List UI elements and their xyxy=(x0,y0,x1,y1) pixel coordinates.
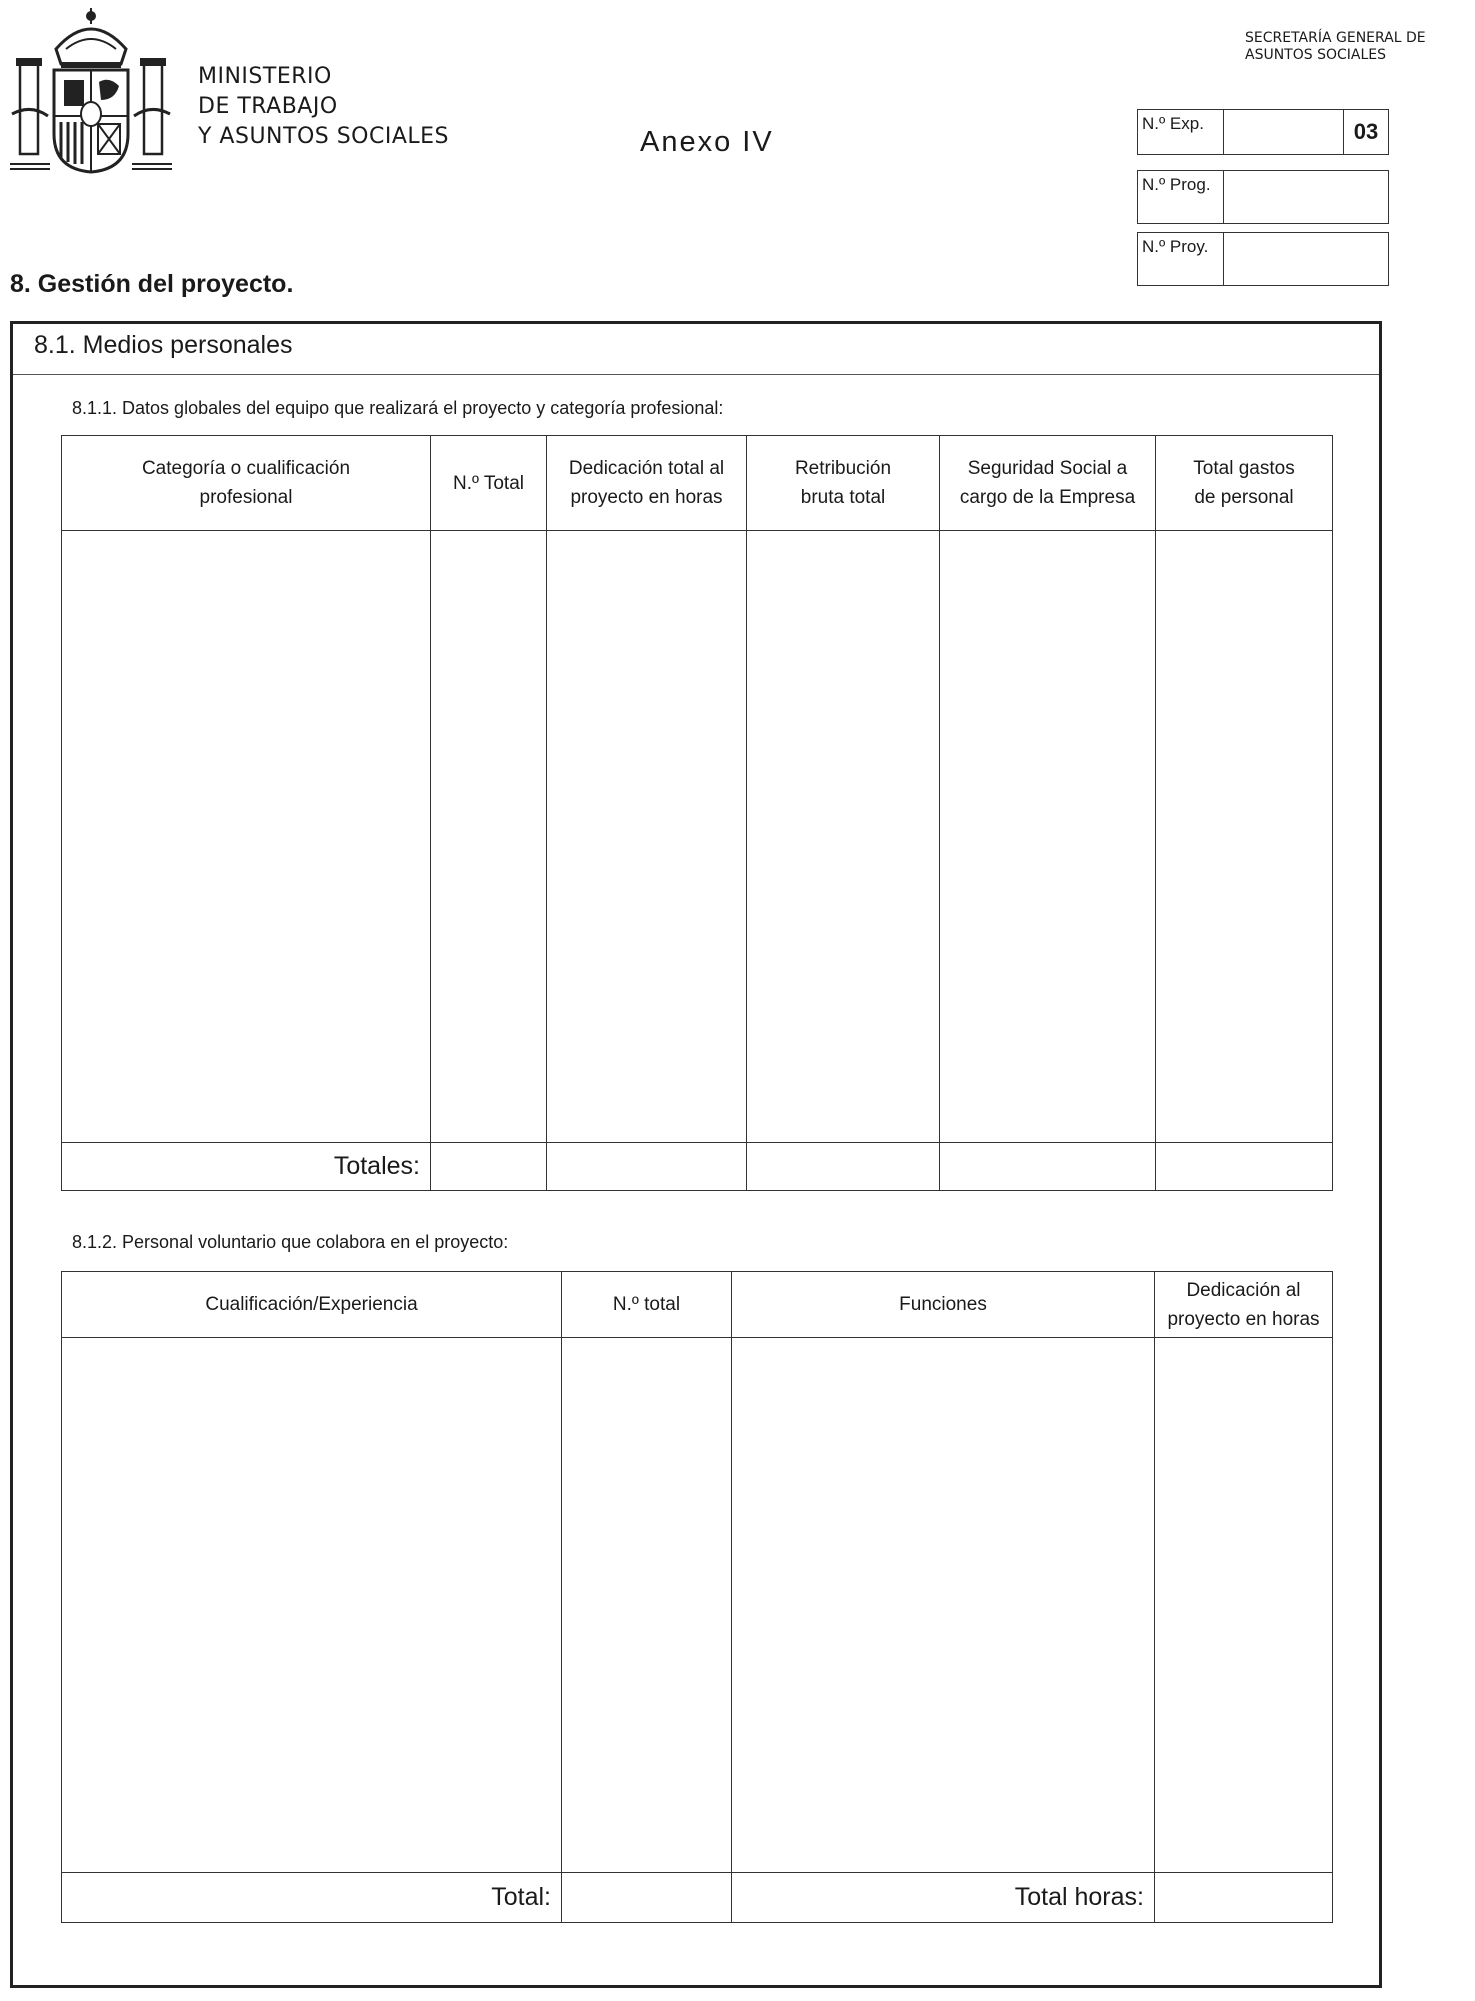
total-number-sum[interactable] xyxy=(431,1143,547,1191)
col-header-total-staff-costs: Total gastos de personal xyxy=(1156,436,1333,531)
qualification-cell[interactable] xyxy=(62,1338,562,1873)
totals-row xyxy=(62,1873,1333,1923)
col-header-functions: Funciones xyxy=(732,1272,1155,1338)
ministry-line: DE TRABAJO xyxy=(198,94,338,119)
volunteer-total-cell[interactable] xyxy=(562,1338,732,1873)
annex-title: Anexo IV xyxy=(640,126,774,158)
gross-pay-sum[interactable] xyxy=(747,1143,940,1191)
prog-number-label: N.º Prog. xyxy=(1138,171,1224,223)
volunteer-hours-sum[interactable] xyxy=(1155,1873,1333,1923)
table2-caption: 8.1.2. Personal voluntario que colabora en el proyecto: xyxy=(72,1232,509,1252)
gross-pay-cell[interactable] xyxy=(747,531,940,1143)
col-header-category: Categoría o cualificación profesional xyxy=(62,436,431,531)
coat-of-arms-icon xyxy=(6,4,176,174)
volunteer-staff-table xyxy=(61,1271,1333,1923)
col-header-total: N.º total xyxy=(562,1272,732,1338)
col-header-dedication-hours: Dedicación total al proyecto en horas xyxy=(547,436,747,531)
staff-costs-table xyxy=(61,435,1333,1191)
volunteer-total-sum[interactable] xyxy=(562,1873,732,1923)
functions-cell[interactable] xyxy=(732,1338,1155,1873)
total-hours-label: Total horas: xyxy=(732,1873,1155,1923)
exp-number-field[interactable] xyxy=(1224,110,1388,154)
col-header-hours: Dedicación al proyecto en horas xyxy=(1155,1272,1333,1338)
subsection-title: 8.1. Medios personales xyxy=(34,331,293,359)
totals-label: Totales: xyxy=(62,1143,431,1191)
secretaria-line: ASUNTOS SOCIALES xyxy=(1245,47,1387,63)
ministry-line: MINISTERIO xyxy=(198,64,332,89)
total-number-cell[interactable] xyxy=(431,531,547,1143)
proy-number-label: N.º Proy. xyxy=(1138,233,1224,285)
volunteer-hours-cell[interactable] xyxy=(1155,1338,1333,1873)
exp-number-label: N.º Exp. xyxy=(1138,110,1224,154)
staff-costs-cell[interactable] xyxy=(1156,531,1333,1143)
dedication-sum[interactable] xyxy=(547,1143,747,1191)
col-header-qualification: Cualificación/Experiencia xyxy=(62,1272,562,1338)
proy-number-field[interactable] xyxy=(1224,233,1388,285)
secretaria-heading xyxy=(1245,30,1426,64)
table1-caption: 8.1.1. Datos globales del equipo que realizará el proyecto y categoría profesional: xyxy=(72,398,724,418)
social-security-cell[interactable] xyxy=(940,531,1156,1143)
table-row xyxy=(62,1338,1333,1873)
table-row xyxy=(62,531,1333,1143)
secretaria-line: SECRETARÍA GENERAL DE xyxy=(1245,30,1426,46)
staff-costs-sum[interactable] xyxy=(1156,1143,1333,1191)
totals-row xyxy=(62,1143,1333,1191)
ministry-line: Y ASUNTOS SOCIALES xyxy=(198,124,450,149)
exp-code: 03 xyxy=(1343,110,1388,154)
total-label: Total: xyxy=(62,1873,562,1923)
col-header-gross-pay: Retribución bruta total xyxy=(747,436,940,531)
category-cell[interactable] xyxy=(62,531,431,1143)
social-security-sum[interactable] xyxy=(940,1143,1156,1191)
col-header-social-security: Seguridad Social a cargo de la Empresa xyxy=(940,436,1156,531)
prog-number-box xyxy=(1137,170,1389,224)
exp-number-box xyxy=(1137,109,1389,155)
ministry-name xyxy=(198,62,449,152)
prog-number-field[interactable] xyxy=(1224,171,1388,223)
col-header-total-number: N.º Total xyxy=(431,436,547,531)
dedication-cell[interactable] xyxy=(547,531,747,1143)
section-title: 8. Gestión del proyecto. xyxy=(10,270,294,298)
proy-number-box xyxy=(1137,232,1389,286)
